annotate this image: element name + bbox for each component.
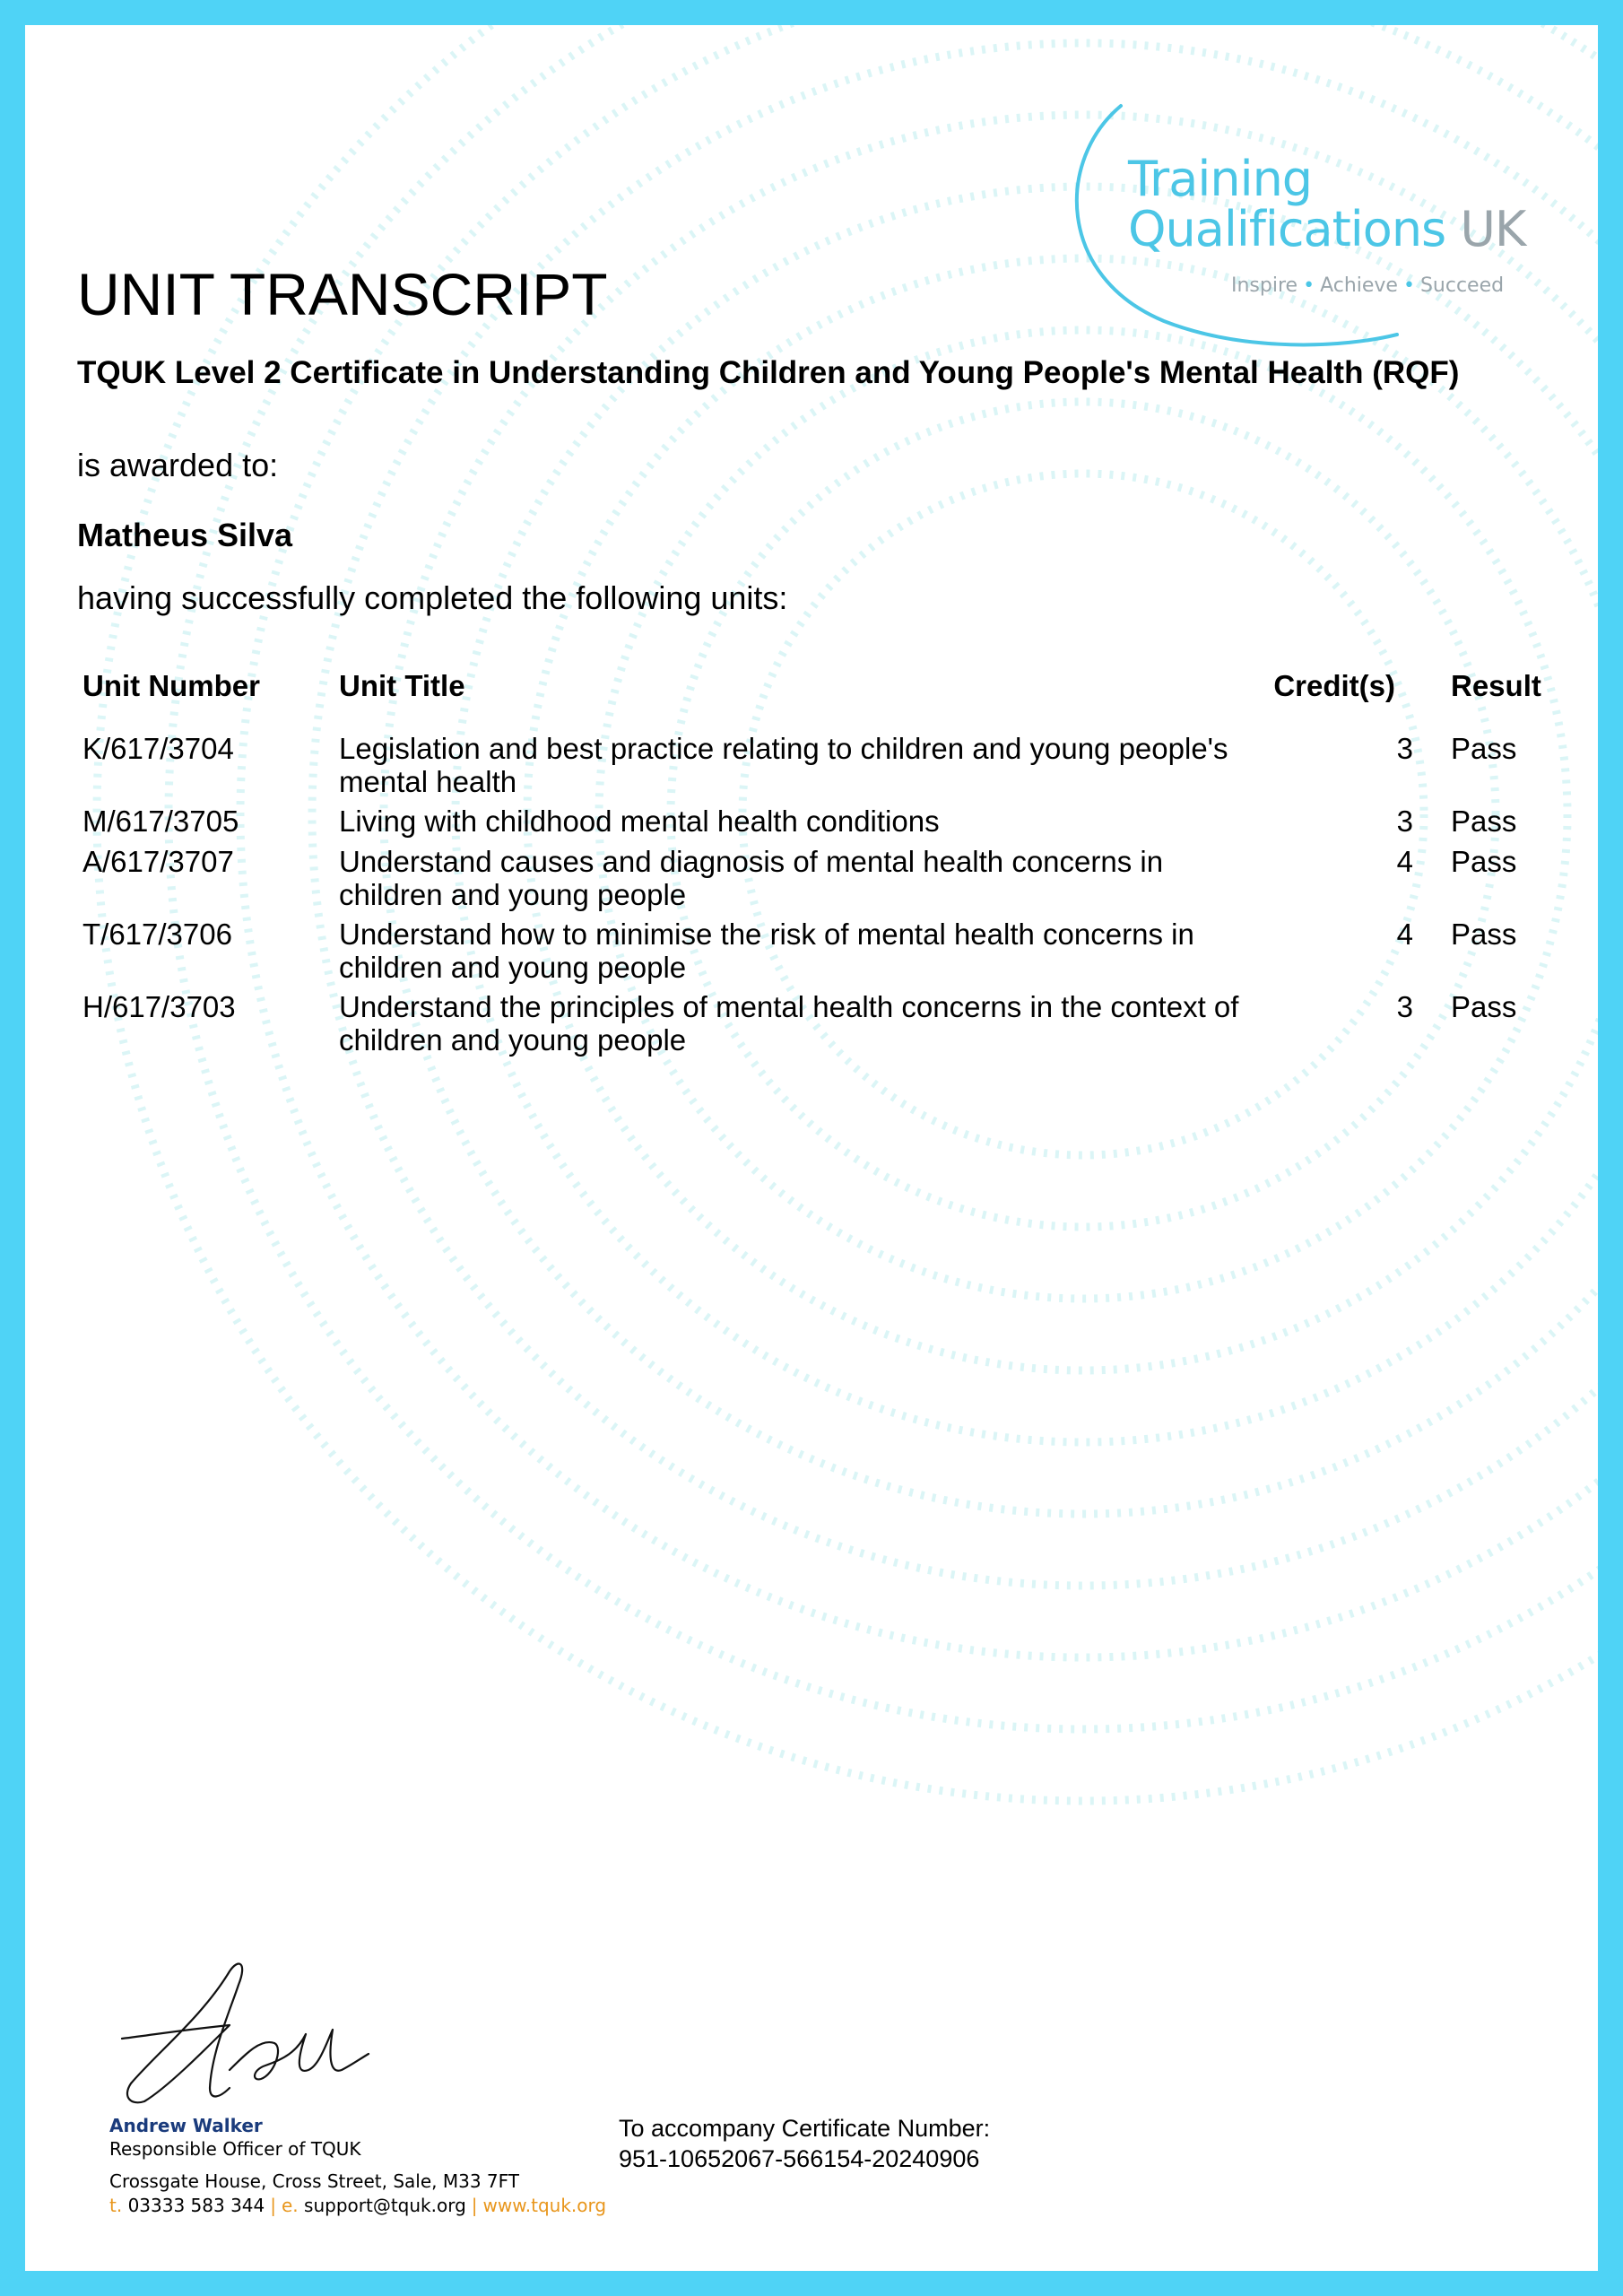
unit-title: Living with childhood mental health conditions (339, 804, 940, 838)
tquk-logo (1038, 79, 1558, 366)
logo-text-training: Training (1128, 151, 1313, 207)
logo-text-qualifications: Qualifications UK (1128, 201, 1526, 257)
header-unit-title: Unit Title (339, 669, 465, 702)
table-row (82, 990, 1589, 1063)
phone-prefix: t. (109, 2195, 123, 2216)
header-credits: Credit(s) (1273, 669, 1395, 702)
signer-role: Responsible Officer of TQUK (109, 2138, 361, 2160)
unit-result: Pass (1451, 732, 1517, 765)
organisation-address: Crossgate House, Cross Street, Sale, M33 7FT (109, 2170, 520, 2192)
contact-details: t. 03333 583 344 | e. support@tquk.org | www.tquk.org (109, 2195, 607, 2216)
qualification-title: TQUK Level 2 Certificate in Understanding Children and Young People's Mental Health (RQF) (77, 355, 1460, 390)
table-header (82, 669, 1589, 732)
signer-name: Andrew Walker (109, 2115, 263, 2136)
unit-title: Legislation and best practice relating to children and young people's mental health (339, 732, 1228, 798)
unit-result: Pass (1451, 845, 1517, 878)
certificate-number: 951-10652067-566154-20240906 (619, 2145, 980, 2172)
unit-credits: 3 (1396, 990, 1413, 1023)
unit-title: Understand how to minimise the risk of mental health concerns in children and young people (339, 918, 1194, 984)
unit-result: Pass (1451, 918, 1517, 951)
completed-units-label: having successfully completed the following units: (77, 579, 788, 616)
unit-credits: 4 (1396, 845, 1413, 878)
unit-credits: 4 (1396, 918, 1413, 951)
document-title: UNIT TRANSCRIPT (77, 261, 608, 327)
unit-number: H/617/3703 (82, 990, 236, 1023)
table-row (82, 845, 1589, 918)
unit-number: A/617/3707 (82, 845, 234, 878)
header-result: Result (1451, 669, 1541, 702)
table-row (82, 732, 1589, 804)
unit-result: Pass (1451, 990, 1517, 1023)
header-unit-number: Unit Number (82, 669, 260, 702)
website-link[interactable]: www.tquk.org (482, 2195, 607, 2216)
email-prefix: e. (282, 2195, 299, 2216)
phone-number: 03333 583 344 (127, 2195, 265, 2216)
recipient-name: Matheus Silva (77, 517, 293, 553)
unit-credits: 3 (1396, 732, 1413, 765)
logo-tagline: Inspire • Achieve • Succeed (1231, 274, 1505, 297)
unit-title: Understand the principles of mental health concerns in the context of children and young people (339, 990, 1239, 1057)
unit-number: T/617/3706 (82, 918, 232, 951)
signature (104, 1953, 373, 2115)
unit-number: K/617/3704 (82, 732, 234, 765)
unit-number: M/617/3705 (82, 804, 239, 838)
table-row (82, 918, 1589, 990)
email-link[interactable]: support@tquk.org (304, 2195, 466, 2216)
units-table (82, 669, 1589, 1063)
unit-result: Pass (1451, 804, 1517, 838)
certificate-number-label: To accompany Certificate Number: (619, 2115, 991, 2142)
unit-title: Understand causes and diagnosis of mental health concerns in children and young people (339, 845, 1164, 911)
unit-credits: 3 (1396, 804, 1413, 838)
transcript-page (25, 25, 1598, 2271)
table-row (82, 804, 1589, 845)
awarded-to-label: is awarded to: (77, 447, 279, 483)
